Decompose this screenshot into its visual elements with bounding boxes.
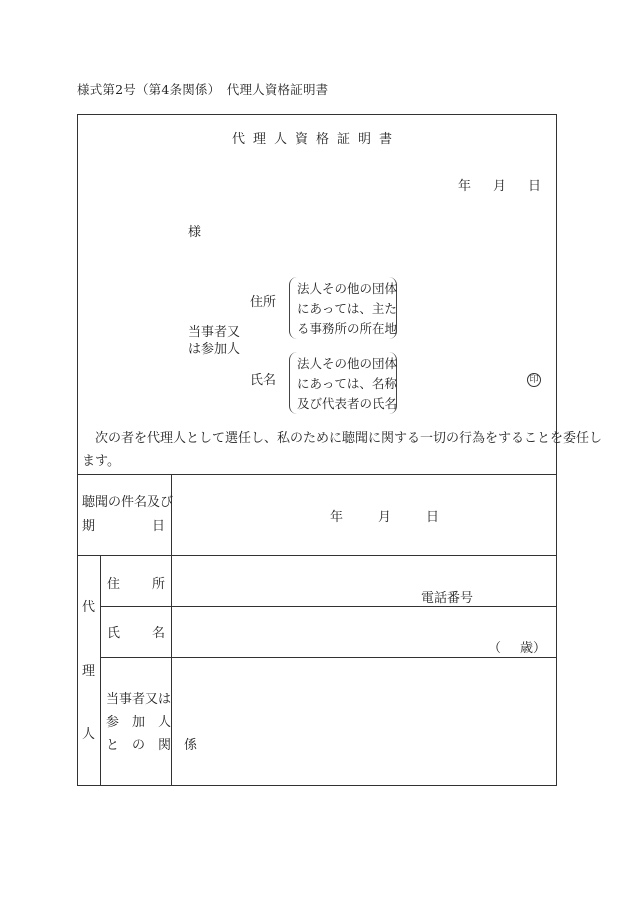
document-title: 代理人資格証明書 bbox=[232, 132, 401, 147]
agent-phone-label: 電話番号 bbox=[421, 591, 474, 606]
date-day-label: 日 bbox=[528, 179, 542, 194]
divider-agent-column bbox=[100, 555, 101, 785]
name-note-line: にあっては、名称 bbox=[297, 376, 397, 391]
seal-mark-icon: 印 bbox=[527, 373, 541, 387]
agent-relation-line3: と の 関 係 bbox=[106, 738, 198, 753]
party-name-label: 氏名 bbox=[250, 373, 277, 388]
address-note-line: る事務所の所在地 bbox=[297, 321, 398, 336]
divider-name-bottom bbox=[100, 657, 557, 658]
address-note-line: 法人その他の団体 bbox=[297, 281, 398, 296]
agent-address-label-b: 所 bbox=[152, 577, 166, 592]
address-note-line: にあっては、主た bbox=[297, 301, 397, 316]
hearing-label-line1: 聴聞の件名及び bbox=[82, 495, 174, 510]
name-note-line: 法人その他の団体 bbox=[297, 356, 398, 371]
divider-hearing-bottom bbox=[77, 555, 557, 556]
hearing-label-period: 期 bbox=[82, 519, 96, 534]
party-name-note bbox=[289, 352, 397, 414]
name-note-line: 及び代表者の氏名 bbox=[297, 396, 398, 411]
agent-side-label-1: 代 bbox=[82, 600, 96, 615]
date-month-label: 月 bbox=[493, 179, 507, 194]
agent-age-open-paren: （ bbox=[488, 641, 502, 656]
hearing-label-date: 日 bbox=[152, 519, 166, 534]
date-year-label: 年 bbox=[458, 179, 472, 194]
agent-side-label-3: 人 bbox=[82, 727, 96, 742]
addressee-suffix: 様 bbox=[188, 225, 202, 240]
delegation-text-line2: ます。 bbox=[82, 454, 120, 469]
divider-hearing-top bbox=[77, 474, 557, 475]
delegation-text-line1: 次の者を代理人として選任し、私のために聴聞に関する一切の行為をすることを委任し bbox=[82, 431, 603, 446]
party-label-line1: 当事者又 bbox=[188, 325, 241, 340]
divider-address-bottom bbox=[100, 606, 557, 607]
certificate-form bbox=[77, 114, 557, 786]
agent-address-label-a: 住 bbox=[107, 577, 121, 592]
agent-relation-line1: 当事者又は bbox=[106, 692, 172, 707]
hearing-month-label: 月 bbox=[378, 510, 392, 525]
agent-side-label-2: 理 bbox=[82, 664, 96, 679]
form-caption: 様式第2号（第4条関係） 代理人資格証明書 bbox=[77, 82, 329, 97]
agent-name-label-a: 氏 bbox=[107, 626, 121, 641]
party-label-line2: は参加人 bbox=[188, 342, 241, 357]
agent-name-label-b: 名 bbox=[152, 626, 166, 641]
hearing-year-label: 年 bbox=[330, 510, 344, 525]
party-address-note bbox=[289, 277, 397, 339]
agent-relation-line2: 参 加 人 bbox=[106, 715, 172, 730]
hearing-day-label: 日 bbox=[426, 510, 440, 525]
party-address-label: 住所 bbox=[250, 295, 277, 310]
agent-age-label: 歳） bbox=[520, 641, 547, 656]
